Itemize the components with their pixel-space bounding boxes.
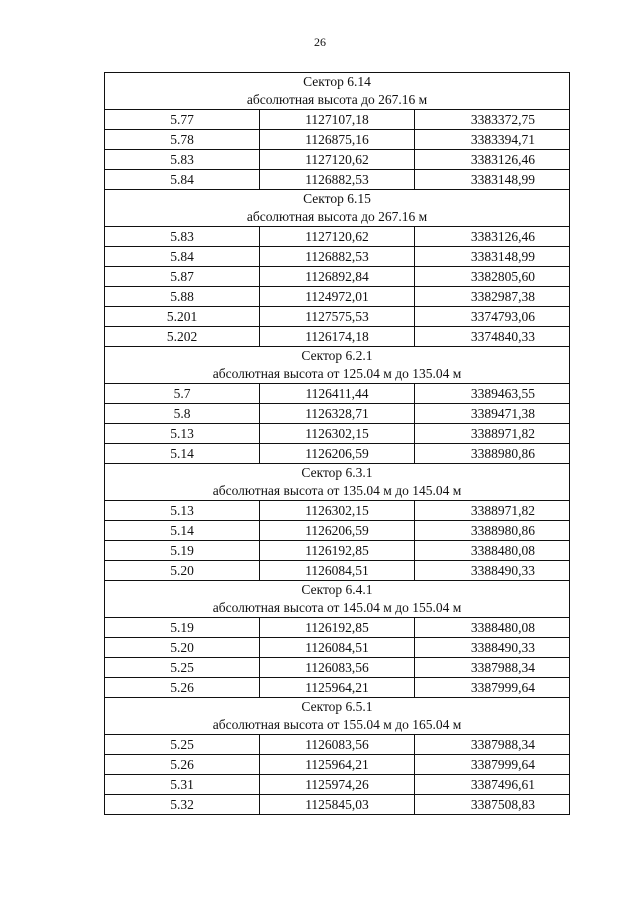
sector-altitude: абсолютная высота от 145.04 м до 155.04 м (212, 600, 462, 615)
y-coordinate-cell: 3388480,08 (415, 541, 570, 561)
point-id-cell: 5.87 (105, 267, 260, 287)
x-coordinate-cell: 1127120,62 (260, 150, 415, 170)
table-row (105, 678, 570, 698)
y-coordinate-cell: 3387999,64 (415, 678, 570, 698)
y-coordinate-cell: 3383126,46 (415, 150, 570, 170)
page-number: 26 (314, 35, 326, 49)
point-id-cell: 5.14 (105, 444, 260, 464)
y-coordinate-cell: 3383394,71 (415, 130, 570, 150)
sector-header-row (105, 464, 570, 501)
point-id-cell: 5.83 (105, 150, 260, 170)
x-coordinate-cell: 1125964,21 (260, 678, 415, 698)
table-row (105, 110, 570, 130)
y-coordinate-cell: 3388480,08 (415, 618, 570, 638)
y-coordinate-cell: 3389471,38 (415, 404, 570, 424)
x-coordinate-cell: 1126882,53 (260, 170, 415, 190)
x-coordinate-cell: 1127575,53 (260, 307, 415, 327)
x-coordinate-cell: 1127120,62 (260, 227, 415, 247)
y-coordinate-cell: 3383148,99 (415, 170, 570, 190)
point-id-cell: 5.88 (105, 287, 260, 307)
y-coordinate-cell: 3388490,33 (415, 561, 570, 581)
sector-header-row (105, 73, 570, 110)
x-coordinate-cell: 1126192,85 (260, 541, 415, 561)
table-row (105, 150, 570, 170)
y-coordinate-cell: 3387988,34 (415, 735, 570, 755)
point-id-cell: 5.20 (105, 561, 260, 581)
x-coordinate-cell: 1126882,53 (260, 247, 415, 267)
table-row (105, 755, 570, 775)
point-id-cell: 5.19 (105, 541, 260, 561)
sector-header (105, 581, 570, 618)
table-row (105, 501, 570, 521)
x-coordinate-cell: 1127107,18 (260, 110, 415, 130)
sector-title: Сектор 6.14 (303, 74, 371, 89)
table-row (105, 384, 570, 404)
sector-title: Сектор 6.15 (303, 191, 371, 206)
y-coordinate-cell: 3388980,86 (415, 444, 570, 464)
y-coordinate-cell: 3387999,64 (415, 755, 570, 775)
table-row (105, 444, 570, 464)
x-coordinate-cell: 1126892,84 (260, 267, 415, 287)
x-coordinate-cell: 1126302,15 (260, 501, 415, 521)
coordinates-table-body (105, 73, 570, 815)
table-row (105, 287, 570, 307)
point-id-cell: 5.31 (105, 775, 260, 795)
sector-title: Сектор 6.4.1 (301, 582, 373, 597)
point-id-cell: 5.78 (105, 130, 260, 150)
sector-altitude: абсолютная высота до 267.16 м (246, 92, 428, 107)
sector-header (105, 73, 570, 110)
y-coordinate-cell: 3383148,99 (415, 247, 570, 267)
sector-altitude: абсолютная высота от 125.04 м до 135.04 м (212, 366, 462, 381)
sector-title: Сектор 6.2.1 (301, 348, 373, 363)
table-row (105, 795, 570, 815)
point-id-cell: 5.13 (105, 424, 260, 444)
point-id-cell: 5.19 (105, 618, 260, 638)
y-coordinate-cell: 3382805,60 (415, 267, 570, 287)
y-coordinate-cell: 3383372,75 (415, 110, 570, 130)
x-coordinate-cell: 1126206,59 (260, 444, 415, 464)
table-row (105, 658, 570, 678)
table-row (105, 130, 570, 150)
x-coordinate-cell: 1126192,85 (260, 618, 415, 638)
x-coordinate-cell: 1126084,51 (260, 638, 415, 658)
sector-header-row (105, 581, 570, 618)
table-row (105, 307, 570, 327)
y-coordinate-cell: 3387496,61 (415, 775, 570, 795)
coordinates-table (104, 72, 570, 815)
point-id-cell: 5.77 (105, 110, 260, 130)
sector-header (105, 698, 570, 735)
y-coordinate-cell: 3383126,46 (415, 227, 570, 247)
y-coordinate-cell: 3387508,83 (415, 795, 570, 815)
point-id-cell: 5.20 (105, 638, 260, 658)
point-id-cell: 5.84 (105, 170, 260, 190)
point-id-cell: 5.32 (105, 795, 260, 815)
table-row (105, 247, 570, 267)
sector-header (105, 347, 570, 384)
x-coordinate-cell: 1126875,16 (260, 130, 415, 150)
y-coordinate-cell: 3374840,33 (415, 327, 570, 347)
table-row (105, 638, 570, 658)
point-id-cell: 5.84 (105, 247, 260, 267)
table-row (105, 561, 570, 581)
sector-header-row (105, 347, 570, 384)
sector-header (105, 190, 570, 227)
x-coordinate-cell: 1125974,26 (260, 775, 415, 795)
sector-altitude: абсолютная высота от 155.04 м до 165.04 м (212, 717, 462, 732)
table-row (105, 170, 570, 190)
point-id-cell: 5.25 (105, 735, 260, 755)
sector-header-row (105, 190, 570, 227)
point-id-cell: 5.13 (105, 501, 260, 521)
point-id-cell: 5.8 (105, 404, 260, 424)
sector-title: Сектор 6.3.1 (301, 465, 373, 480)
table-row (105, 404, 570, 424)
point-id-cell: 5.83 (105, 227, 260, 247)
x-coordinate-cell: 1126084,51 (260, 561, 415, 581)
table-row (105, 327, 570, 347)
point-id-cell: 5.201 (105, 307, 260, 327)
table-row (105, 735, 570, 755)
y-coordinate-cell: 3388971,82 (415, 424, 570, 444)
y-coordinate-cell: 3388971,82 (415, 501, 570, 521)
table-row (105, 775, 570, 795)
x-coordinate-cell: 1126411,44 (260, 384, 415, 404)
sector-altitude: абсолютная высота от 135.04 м до 145.04 м (212, 483, 462, 498)
y-coordinate-cell: 3382987,38 (415, 287, 570, 307)
table-row (105, 424, 570, 444)
x-coordinate-cell: 1124972,01 (260, 287, 415, 307)
table-row (105, 227, 570, 247)
table-row (105, 541, 570, 561)
point-id-cell: 5.202 (105, 327, 260, 347)
point-id-cell: 5.7 (105, 384, 260, 404)
x-coordinate-cell: 1125964,21 (260, 755, 415, 775)
y-coordinate-cell: 3389463,55 (415, 384, 570, 404)
x-coordinate-cell: 1126083,56 (260, 735, 415, 755)
y-coordinate-cell: 3388980,86 (415, 521, 570, 541)
x-coordinate-cell: 1126083,56 (260, 658, 415, 678)
y-coordinate-cell: 3388490,33 (415, 638, 570, 658)
point-id-cell: 5.26 (105, 678, 260, 698)
y-coordinate-cell: 3387988,34 (415, 658, 570, 678)
x-coordinate-cell: 1126174,18 (260, 327, 415, 347)
table-row (105, 521, 570, 541)
sector-title: Сектор 6.5.1 (301, 699, 373, 714)
x-coordinate-cell: 1125845,03 (260, 795, 415, 815)
point-id-cell: 5.25 (105, 658, 260, 678)
table-row (105, 618, 570, 638)
sector-header-row (105, 698, 570, 735)
table-row (105, 267, 570, 287)
point-id-cell: 5.26 (105, 755, 260, 775)
x-coordinate-cell: 1126302,15 (260, 424, 415, 444)
y-coordinate-cell: 3374793,06 (415, 307, 570, 327)
point-id-cell: 5.14 (105, 521, 260, 541)
sector-header (105, 464, 570, 501)
x-coordinate-cell: 1126328,71 (260, 404, 415, 424)
x-coordinate-cell: 1126206,59 (260, 521, 415, 541)
sector-altitude: абсолютная высота до 267.16 м (246, 209, 428, 224)
